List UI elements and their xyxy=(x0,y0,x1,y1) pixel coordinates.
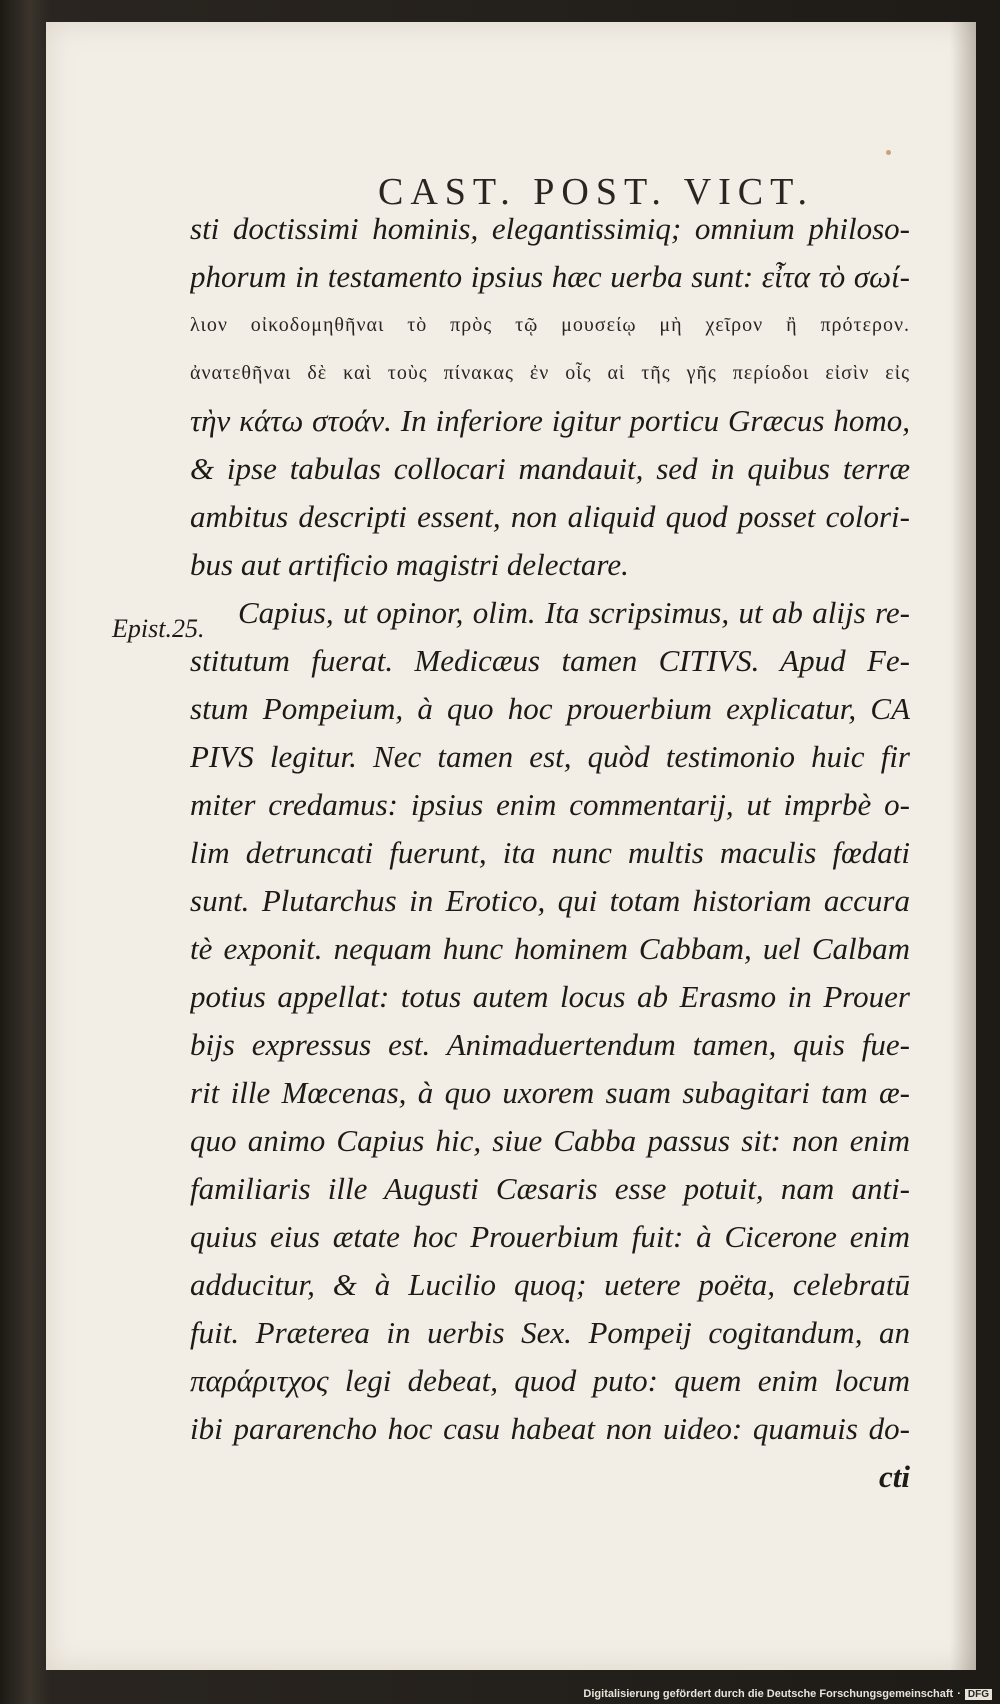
credit-text: Digitalisierung gefördert durch die Deutsche Forschungsgemeinschaft xyxy=(583,1688,954,1700)
text-line: sti doctissimi hominis, elegantissimiq; omnium philoso- xyxy=(190,211,910,246)
paper-stain xyxy=(886,150,891,155)
catchword: cti xyxy=(879,1459,910,1494)
text-line: quo animo Capius hic, siue Cabba passus sit: non enim xyxy=(190,1123,910,1158)
marginal-note: Epist.25. xyxy=(112,614,205,643)
text-line: tè exponit. nequam hunc hominem Cabbam, uel Calbam xyxy=(190,931,910,966)
text-line: Capius, ut opinor, olim. Ita scripsimus, ut ab alijs re- xyxy=(238,595,910,630)
text-line-greek: ἀνατεθῆναι δὲ καὶ τοὺς πίνακας ἐν οἷς αἱ τῆς γῆς περίοδοι εἰσὶν εἰς xyxy=(190,362,910,384)
text-line: bus aut artificio magistri delectare. xyxy=(190,547,629,582)
text-line: stitutum fuerat. Medicæus tamen CITIVS. Apud Fe- xyxy=(190,643,910,678)
text-line: familiaris ille Augusti Cæsaris esse potuit, nam anti- xyxy=(190,1171,910,1206)
text-line-greek: λιον οἰκοδομηθῆναι τὸ πρὸς τῷ μουσείῳ μὴ χεῖρον ἢ πρότερον. xyxy=(190,314,910,336)
body-text xyxy=(190,205,910,1501)
text-line: adducitur, & à Lucilio quoq; uetere poëta, celebratū xyxy=(190,1267,910,1302)
text-line: fuit. Præterea in uerbis Sex. Pompeij cogitandum, an xyxy=(190,1315,910,1350)
dfg-logo: DFG xyxy=(965,1689,992,1700)
text-line: potius appellat: totus autem locus ab Erasmo in Prouer xyxy=(190,979,910,1014)
text-line: sunt. Plutarchus in Erotico, qui totam historiam accura xyxy=(190,883,910,918)
text-line: phorum in testamento ipsius hæc uerba sunt: εἶτα τὸ σωί- xyxy=(190,259,910,294)
text-line: & ipse tabulas collocari mandauit, sed in quibus terræ xyxy=(190,451,910,486)
text-line: quius eius ætate hoc Prouerbium fuit: à Cicerone enim xyxy=(190,1219,910,1254)
text-line: παράριτχος legi debeat, quod puto: quem enim locum xyxy=(190,1363,910,1398)
text-line: ibi pararencho hoc casu habeat non uideo: quamuis do- xyxy=(190,1411,910,1446)
digitization-credit: Digitalisierung gefördert durch die Deutsche Forschungsgemeinschaft · DFG xyxy=(583,1688,992,1700)
text-line: rit ille Mœcenas, à quo uxorem suam subagitari tam æ- xyxy=(190,1075,910,1110)
text-line: bijs expressus est. Animaduertendum tamen, quis fue- xyxy=(190,1027,910,1062)
text-line: lim detruncati fuerunt, ita nunc multis maculis fœdati xyxy=(190,835,910,870)
text-line: ambitus descripti essent, non aliquid quod posset colori- xyxy=(190,499,910,534)
text-line: stum Pompeium, à quo hoc prouerbium explicatur, CA xyxy=(190,691,910,726)
running-head: CAST. POST. VICT. xyxy=(377,171,815,213)
text-line: τὴν κάτω στοάν. In inferiore igitur porticu Græcus homo, xyxy=(190,403,910,438)
text-line: miter credamus: ipsius enim commentarij, ut imprbè o- xyxy=(190,787,910,822)
text-line: PIVS legitur. Nec tamen est, quòd testimonio huic fir xyxy=(190,739,910,774)
